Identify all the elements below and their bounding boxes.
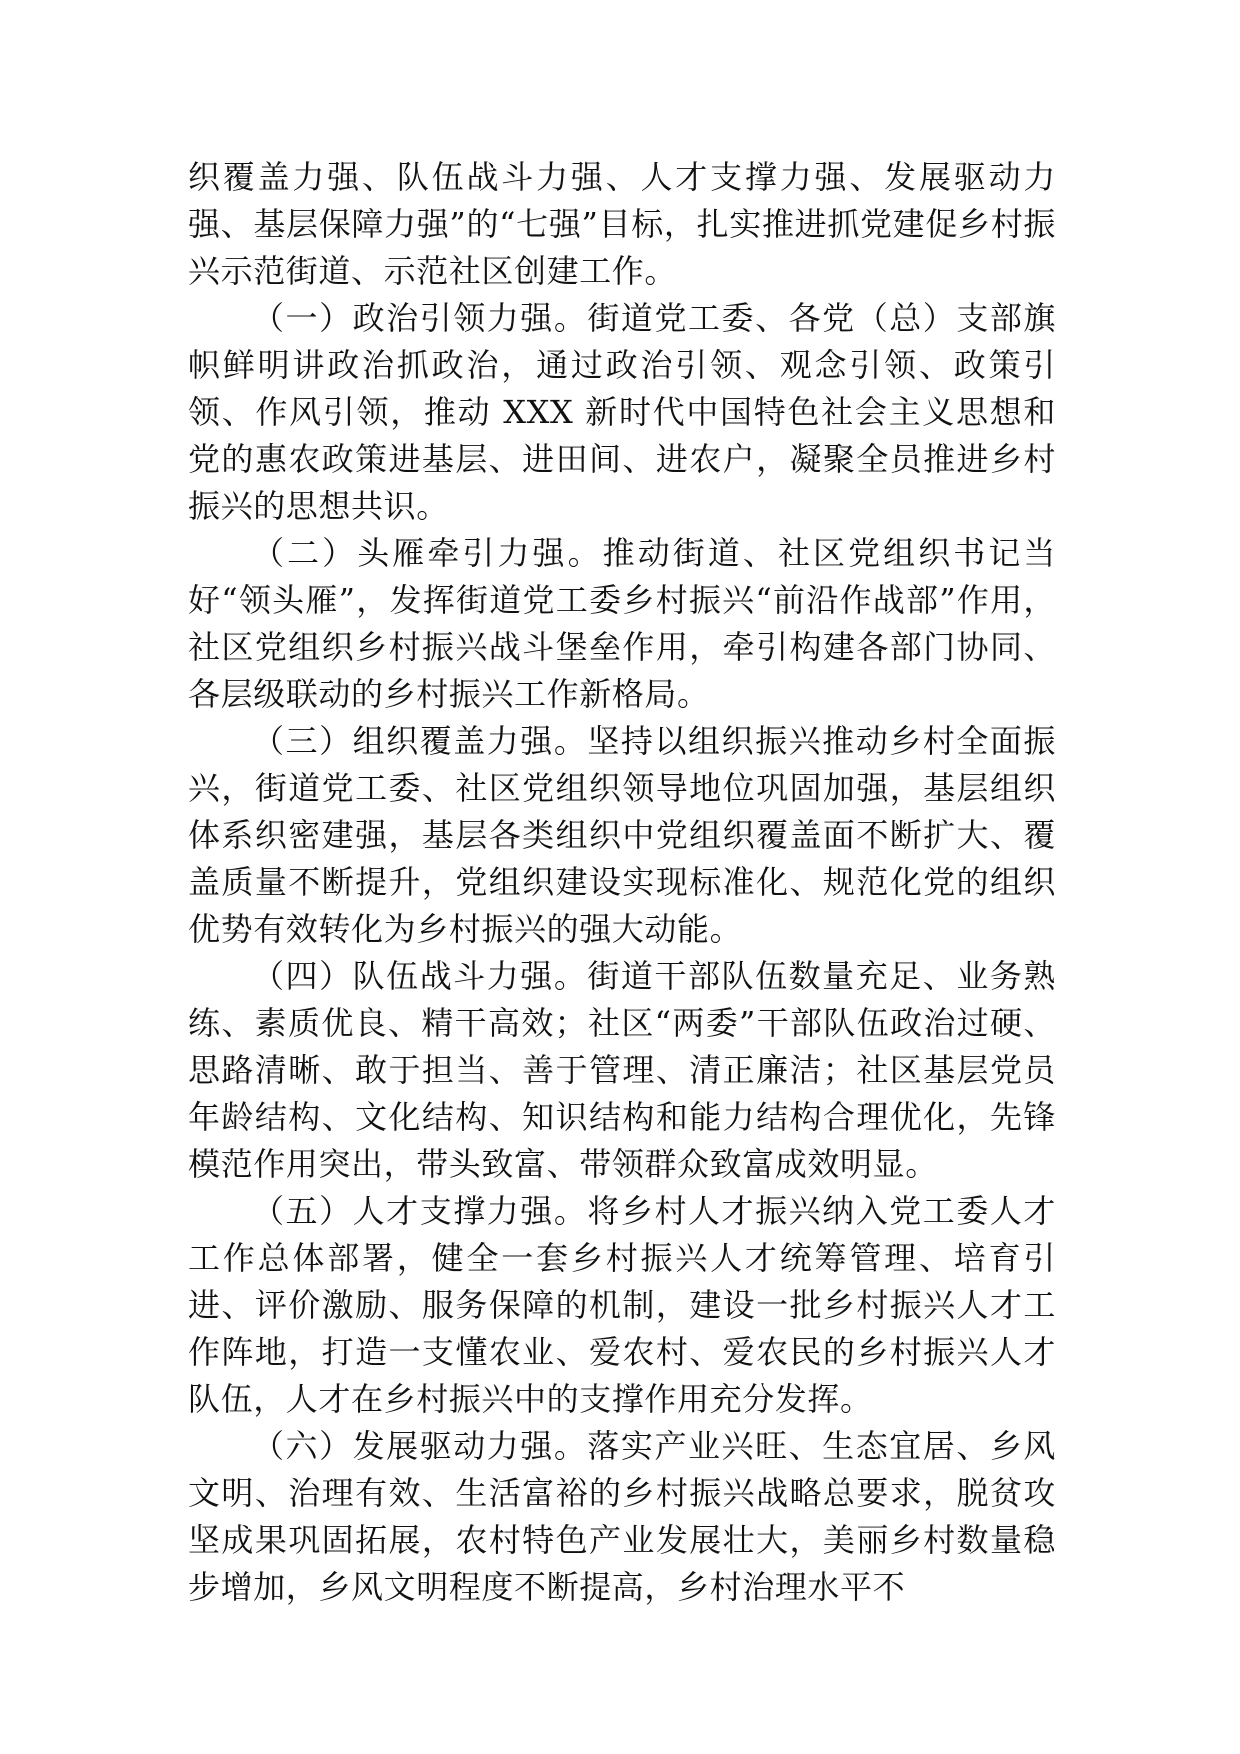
paragraph-development-drive: （六）发展驱动力强。落实产业兴旺、生态宜居、乡风文明、治理有效、生活富裕的乡村振兴战略总要求，脱贫攻坚成果巩固拓展，农村特色产业发展壮大，美丽乡村数量稳步增加，乡风文明程度不断提高，乡村治理水平不 <box>188 1427 1056 1606</box>
paragraph-continuation: 织覆盖力强、队伍战斗力强、人才支撑力强、发展驱动力强、基层保障力强”的“七强”目标，扎实推进抓党建促乡村振兴示范街道、示范社区创建工作。 <box>188 158 1056 290</box>
paragraph-organization-coverage: （三）组织覆盖力强。坚持以组织振兴推动乡村全面振兴，街道党工委、社区党组织领导地位巩固加强，基层组织体系织密建强，基层各类组织中党组织覆盖面不断扩大、覆盖质量不断提升，党组织建设实现标准化、规范化党的组织优势有效转化为乡村振兴的强大动能。 <box>188 722 1056 948</box>
paragraph-team-strength: （四）队伍战斗力强。街道干部队伍数量充足、业务熟练、素质优良、精干高效；社区“两委”干部队伍政治过硬、思路清晰、敢于担当、善于管理、清正廉洁；社区基层党员年龄结构、文化结构、知识结构和能力结构合理优化，先锋模范作用突出，带头致富、带领群众致富成效明显。 <box>188 957 1056 1183</box>
paragraph-lead-goose: （二）头雁牵引力强。推动街道、社区党组织书记当好“领头雁”，发挥街道党工委乡村振兴“前沿作战部”作用，社区党组织乡村振兴战斗堡垒作用，牵引构建各部门协同、各层级联动的乡村振兴工作新格局。 <box>188 534 1056 713</box>
document-body <box>188 154 1056 1611</box>
paragraph-political-leadership: （一）政治引领力强。街道党工委、各党（总）支部旗帜鲜明讲政治抓政治，通过政治引领、观念引领、政策引领、作风引领，推动 XXX 新时代中国特色社会主义思想和党的惠农政策进基层、进田间、进农户，凝聚全员推进乡村振兴的思想共识。 <box>188 299 1056 525</box>
paragraph-talent-support: （五）人才支撑力强。将乡村人才振兴纳入党工委人才工作总体部署，健全一套乡村振兴人才统筹管理、培育引进、评价激励、服务保障的机制，建设一批乡村振兴人才工作阵地，打造一支懂农业、爱农村、爱农民的乡村振兴人才队伍，人才在乡村振兴中的支撑作用充分发挥。 <box>188 1192 1056 1418</box>
